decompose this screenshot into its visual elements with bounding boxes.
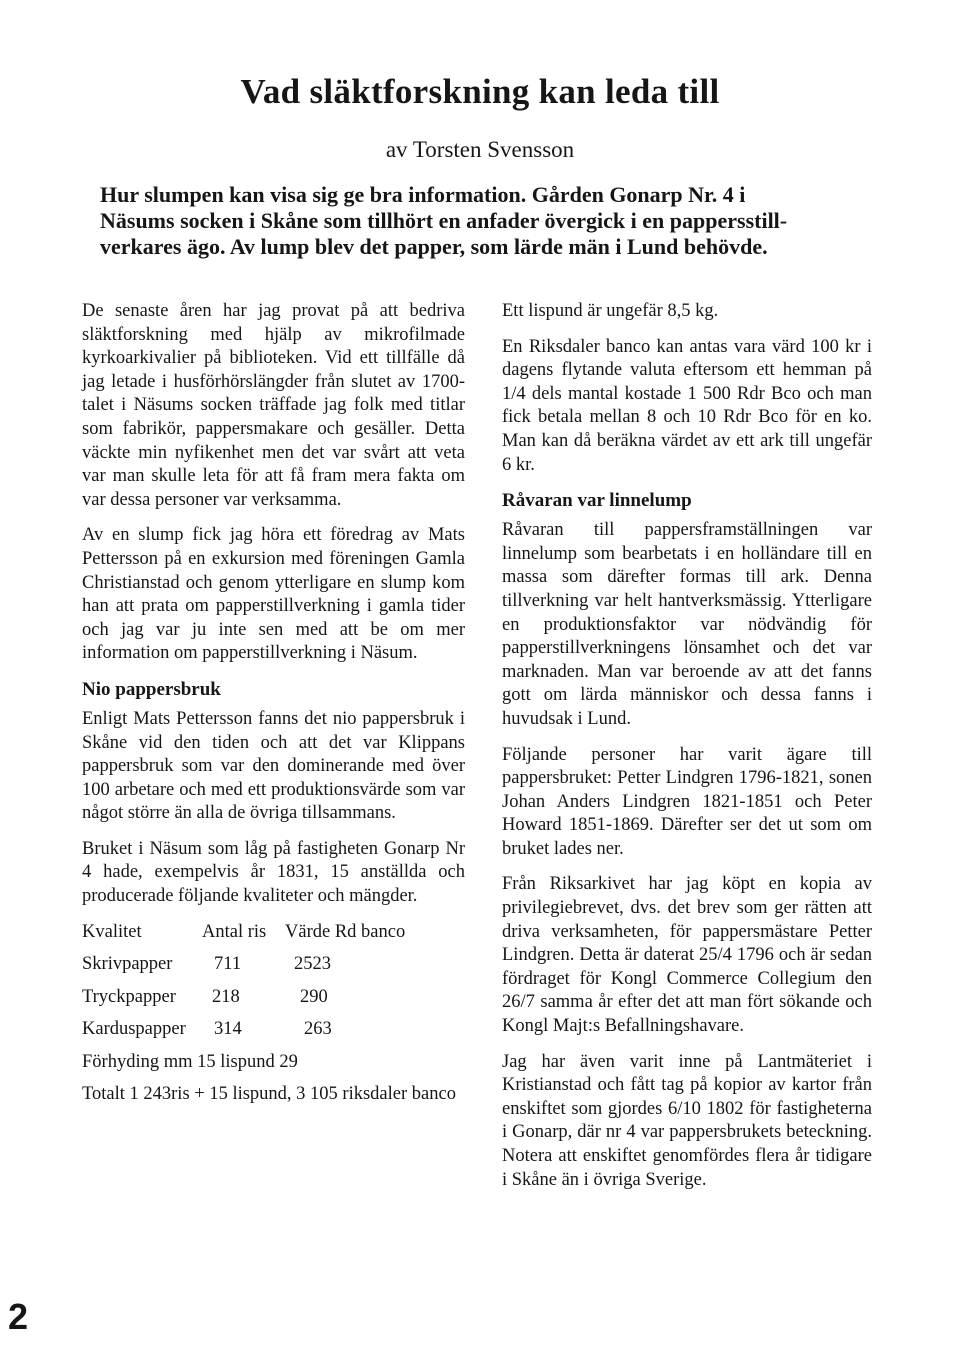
table-header: Kvalitet <box>82 921 142 942</box>
lead-line: Näsums socken i Skåne som tillhört en anfader övergick i en pappersstill- <box>100 208 788 233</box>
lead-line: verkares ägo. Av lump blev det papper, som lärde män i Lund behövde. <box>100 234 768 259</box>
article-title: Vad släktforskning kan leda till <box>240 72 720 111</box>
paragraph: De senaste åren har jag provat på att bedriva släktforskning med hjälp av mikrofilmade kyrkoarkivalier på biblioteken. Vid ett tillfälle då jag letade i husförhörslängder från slutet av 1700-talet i Näsums socken träffade jag folk med titlar som fabrikör, pappersmakare och gesäller. Detta väckte min nyfikenhet men det var svårt att veta var man skulle leta för att få fram mera fakta om var dessa personer var verksamma. <box>82 301 465 510</box>
left-column <box>82 300 465 1119</box>
paragraph: En Riksdaler banco kan antas vara värd 100 kr i dagens flytande valuta eftersom ett hemman på 1/4 dels mantal kostade 1 500 Rdr Bco och man fick betala mellan 8 och 10 Rdr Bco för en ko. Man kan då beräkna värdet av ett ark till ungefär 6 kr. <box>502 336 872 475</box>
table-cell: 290 <box>300 986 328 1007</box>
table-cell: 2523 <box>294 954 331 975</box>
table-total: Totalt 1 243ris + 15 lispund, 3 105 riksdaler banco <box>82 1084 456 1105</box>
table-row <box>82 986 465 1019</box>
table-cell: 314 <box>214 1019 242 1040</box>
page-number: 2 <box>8 1296 29 1337</box>
table-header: Värde Rd banco <box>285 921 406 942</box>
lead-line: Hur slumpen kan visa sig ge bra information. Gården Gonarp Nr. 4 i <box>100 182 746 207</box>
table-header-row <box>82 921 465 954</box>
production-table <box>82 921 465 1084</box>
table-row <box>82 1018 465 1051</box>
right-column <box>502 300 872 1204</box>
paragraph: Bruket i Näsum som låg på fastigheten Gonarp Nr 4 hade, exempelvis år 1831, 15 anställda och producerade följande kvaliteter och mängder. <box>82 838 465 907</box>
paragraph: Enligt Mats Pettersson fanns det nio pappersbruk i Skåne vid den tiden och att det var Klippans pappersbruk som var den dominerande med över 100 arbetare och med ett produktionsvärde som var något större än alla de övriga tillsammans. <box>82 708 465 824</box>
author-byline: av Torsten Svensson <box>385 137 575 162</box>
paragraph: Från Riksarkivet har jag köpt en kopia av privilegiebrevet, dvs. det brev som ger rätten att driva verksamheten, för pappersmästare Petter Lindgren. Detta är daterat 25/4 1796 och är sedan fördraget för Kongl Commerce Collegium den 26/7 samma år efter det att man fört sökande och Kongl Majt:s Befallningshavare. <box>502 874 872 1037</box>
table-header: Antal ris <box>202 921 267 942</box>
paragraph: Följande personer har varit ägare till pappersbruket: Petter Lindgren 1796-1821, sonen Johan Anders Lindgren 1821-1851 och Peter Howard 1851-1869. Därefter ser det ut som om bruket lades ner. <box>502 744 872 859</box>
table-cell: 263 <box>304 1019 332 1040</box>
paragraph: Av en slump fick jag höra ett föredrag av Mats Pettersson på en exkursion med föreningen Gamla Christianstad och genom ytterligare en slump kom han att prata om papperstillverkning i gamla tider och jag var ju inte sen med att be om mer information om papperstillverkning i Näsum. <box>82 525 465 664</box>
table-extra-row <box>82 1051 465 1084</box>
table-cell: 711 <box>214 954 242 975</box>
lead-paragraph <box>100 182 870 260</box>
section-heading: Råvaran var linnelump <box>502 490 692 512</box>
table-cell: Karduspapper <box>82 1019 186 1040</box>
paragraph: Jag har även varit inne på Lantmäteriet i Kristianstad och fått tag på kopior av kartor från enskiftet som gjordes 6/10 1802 för fastigheterna i Gonarp, där nr 4 var pappersbrukets beteckning. Notera att enskiftet genomfördes flera år tidigare i Skåne än i övriga Sverige. <box>502 1051 872 1190</box>
table-cell: 218 <box>212 986 240 1007</box>
section-heading: Nio pappersbruk <box>82 678 221 700</box>
table-extra: Förhyding mm 15 lispund 29 <box>82 1051 298 1072</box>
paragraph: Ett lispund är ungefär 8,5 kg. <box>502 301 719 321</box>
table-row <box>82 953 465 986</box>
table-cell: Skrivpapper <box>82 954 173 975</box>
table-cell: Tryckpapper <box>82 986 176 1007</box>
paragraph: Råvaran till pappersframställningen var linnelump som bearbetats i en holländare till en massa som därefter formas till ark. Denna tillverkning var helt hantverksmässig. Ytterligare en produktionsfaktor var nödvändig för papperstillverkningens lönsamhet och det var marknaden. Man var beroende av att det fanns gott om lärda människor och dessa fanns i huvudsak i Lund. <box>502 520 872 729</box>
